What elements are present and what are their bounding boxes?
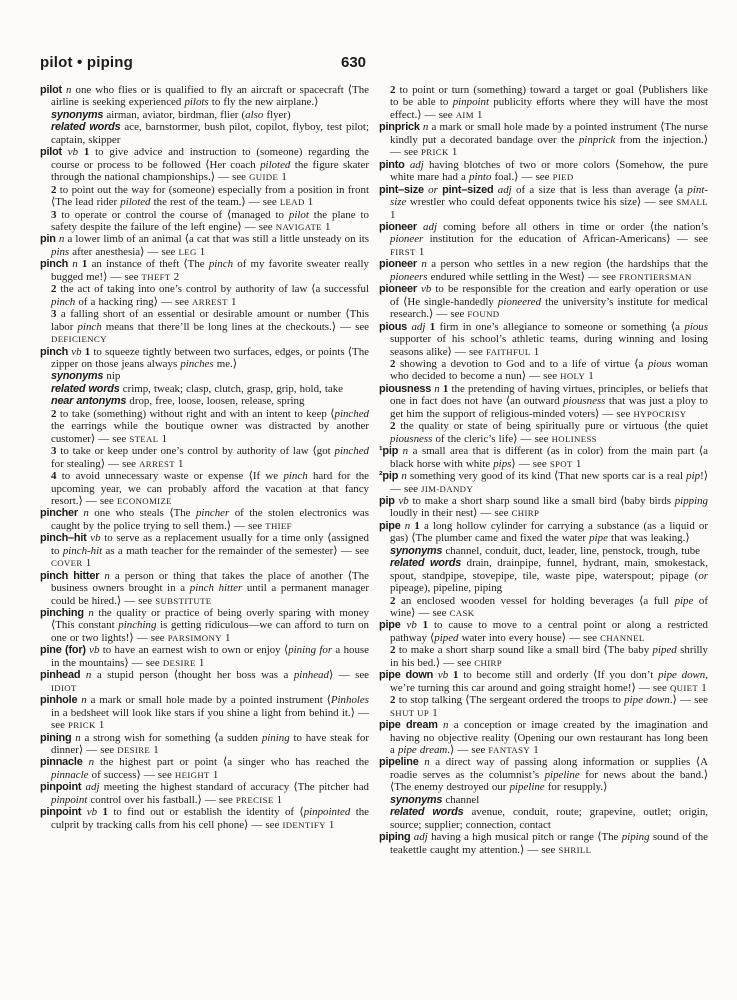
entry-paragraph: pipe vb 1 to cause to move to a central point or along a restricted pathway ⟨piped water into every house⟩ — see CHANNEL: [379, 619, 709, 644]
entry-paragraph: pinch–hit vb to serve as a replacement usually for a time only ⟨assigned to pinch-hit as a math teacher for the remainder of the semester⟩ — see COVER 1: [40, 532, 369, 570]
sense-paragraph: related words avenue, conduit, route; grapevine, outlet; origin, source; supplier; connection, contact: [390, 806, 708, 831]
sense-paragraph: 2 to take (something) without right and with an intent to keep ⟨pinched the earrings while the boutique owner was distracted by another customer⟩ — see STEAL 1: [51, 407, 369, 445]
sense-paragraph: near antonyms drop, free, loose, loosen, release, spring: [51, 395, 305, 408]
entry-paragraph: pinhead n a stupid person ⟨thought her boss was a pinhead⟩ — see IDIOT: [40, 669, 369, 693]
page-number: 630: [340, 54, 367, 71]
sense-paragraph: 2 the act of taking into one’s control by authority of law ⟨a successful pinch of a hacking ring⟩ — see ARREST 1: [51, 283, 369, 308]
sense-paragraph: 3 to operate or control the course of ⟨managed to pilot the plane to safety despite the failure of the left engine⟩ — see NAVIGATE 1: [51, 208, 369, 233]
entry-paragraph: pip vb to make a short sharp sound like a small bird ⟨baby birds pipping loudly in their nest⟩ — see CHIRP: [379, 494, 708, 520]
entry-paragraph: ²pip n something very good of its kind ⟨That new sports car is a real pip!⟩ — see JIM-DANDY: [379, 470, 708, 495]
entry-paragraph: pint–size or pint–sized adj of a size that is less than average ⟨a pint-size wrestler who could defeat opponents twice his size⟩ — see SMALL 1: [379, 183, 708, 221]
entry-paragraph: pinpoint vb 1 to find out or establish the identity of ⟨pinpointed the culprit by tracking calls from his cell phone⟩ — see IDENTIFY 1: [40, 806, 370, 831]
entry-paragraph: pioneer n a person who settles in a new region ⟨the hardships that the pioneers endured while settling in the West⟩ — see FRONTIERSMAN: [379, 258, 708, 283]
entry-paragraph: pilot n one who flies or is qualified to fly an aircraft or spacecraft ⟨The airline is seeking experienced pilots to fly the new airplane.⟩: [40, 84, 369, 109]
sense-paragraph: 2 to make a short sharp sound like a small bird ⟨The baby piped shrilly in his bed.⟩ — see CHIRP: [390, 644, 708, 669]
entry-paragraph: pinnacle n the highest part or point ⟨a singer who has reached the pinnacle of success⟩ — see HEIGHT 1: [40, 756, 369, 781]
sense-paragraph: 3 a falling short of an essential or desirable amount or number ⟨This labor pinch means that there’ll be long lines at the checkouts.⟩ — see DEFICIENCY: [51, 308, 370, 345]
text-columns: [40, 84, 708, 964]
page-header: [40, 54, 707, 74]
sense-paragraph: synonyms airman, aviator, birdman, flier (also flyer): [51, 108, 291, 121]
sense-paragraph: synonyms nip: [51, 370, 121, 383]
sense-paragraph: related words ace, barnstormer, bush pilot, copilot, flyboy, test pilot; captain, skipper: [51, 121, 369, 146]
entry-paragraph: pipe dream n a conception or image created by the imagination and having no objective reality ⟨Opening our own restaurant has long been a pipe dream.⟩ — see FANTASY 1: [379, 719, 708, 757]
entry-paragraph: pipeline n a direct way of passing along information or supplies ⟨A roadie serves as the columnist’s pipeline for news about the band.⟩ ⟨The enemy destroyed our pipeline for resupply.⟩: [379, 756, 708, 794]
entry-paragraph: pipe down vb 1 to become still and orderly ⟨If you don’t pipe down, we’re turning this car around and going straight home!⟩ — see QUIET 1: [379, 669, 708, 694]
sense-paragraph: 2 the quality or state of being spiritually pure or virtuous ⟨the quiet piousness of the cleric’s life⟩ — see HOLINESS: [390, 420, 708, 445]
sense-paragraph: 2 to point out the way for (someone) especially from a position in front ⟨The lead rider piloted the rest of the team.⟩ — see LEAD 1: [51, 183, 369, 209]
left-column: [40, 84, 369, 964]
entry-paragraph: pious adj 1 firm in one’s allegiance to someone or something ⟨a pious supporter of his school’s athletic teams, during winning and losing seasons alike⟩ — see FAITHFUL 1: [379, 320, 708, 358]
entry-paragraph: pinhole n a mark or small hole made by a pointed instrument ⟨Pinholes in a bedsheet will look like stars if you shine a light from behind it.⟩ — see PRICK 1: [40, 694, 369, 732]
sense-paragraph: 2 to stop talking ⟨The sergeant ordered the troops to pipe down.⟩ — see SHUT UP 1: [390, 694, 708, 719]
entry-paragraph: pin n a lower limb of an animal ⟨a cat that was still a little unsteady on its pins after anesthesia⟩ — see LEG 1: [40, 233, 369, 258]
entry-paragraph: pinch hitter n a person or thing that takes the place of another ⟨The business owners brought in a pinch hitter until a permanent manager could be hired.⟩ — see SUBSTITUTE: [40, 569, 369, 607]
sense-paragraph: 4 to avoid unnecessary waste or expense ⟨If we pinch hard for the upcoming year, we can probably afford the vacation at that fancy resort.⟩ — see ECONOMIZE: [51, 470, 369, 507]
sense-paragraph: 3 to take or keep under one’s control by authority of law ⟨got pinched for stealing⟩ — see ARREST 1: [51, 445, 369, 470]
entry-paragraph: pine (for) vb to have an earnest wish to own or enjoy ⟨pining for a house in the mountains⟩ — see DESIRE 1: [40, 644, 369, 669]
entry-paragraph: pinpoint adj meeting the highest standard of accuracy ⟨The pitcher had pinpoint control over his fastball.⟩ — see PRECISE 1: [40, 781, 369, 806]
sense-paragraph: 2 showing a devotion to God and to a life of virtue ⟨a pious woman who decided to become a nun⟩ — see HOLY 1: [390, 357, 709, 383]
guide-words: pilot • piping: [40, 54, 134, 71]
entry-paragraph: ¹pip n a small area that is different (as in color) from the main part ⟨a black horse with white pips⟩ — see SPOT 1: [379, 445, 708, 470]
entry-paragraph: pincher n one who steals ⟨The pincher of the stolen electronics was caught by the police trying to sell them.⟩ — see THIEF: [40, 507, 369, 532]
entry-paragraph: pipe n 1 a long hollow cylinder for carrying a substance (as a liquid or gas) ⟨The plumber came and fixed the water pipe that was leaking.⟩: [379, 519, 708, 545]
right-column: [379, 84, 708, 964]
sense-paragraph: synonyms channel: [390, 793, 480, 806]
entry-paragraph: piping adj having a high musical pitch or range ⟨The piping sound of the teakettle caught my attention.⟩ — see SHRILL: [379, 831, 708, 856]
entry-paragraph: pinch vb 1 to squeeze tightly between two surfaces, edges, or points ⟨The zipper on those jeans always pinches me.⟩: [40, 345, 369, 370]
sense-paragraph: related words crimp, tweak; clasp, clutch, grasp, grip, hold, take: [51, 382, 343, 395]
sense-paragraph: related words drain, drainpipe, funnel, hydrant, main, smokestack, spout, standpipe, stovepipe, tile, waste pipe, waterspout; pipage (or pipeage), pipeline, piping: [390, 557, 708, 595]
entry-paragraph: pioneer vb to be responsible for the creation and early operation or use of ⟨He single-handedly pioneered the university’s institute for medical research.⟩ — see FOUND: [379, 283, 709, 321]
entry-paragraph: pioneer adj coming before all others in time or order ⟨the nation’s pioneer institution for the education of African-Americans⟩ — see FIRST 1: [379, 220, 709, 258]
entry-paragraph: pinch n 1 an instance of theft ⟨The pinch of my favorite sweater really bugged me!⟩ — see THEFT 2: [40, 258, 369, 283]
entry-paragraph: pilot vb 1 to give advice and instruction to (someone) regarding the course or process to be followed ⟨Her coach piloted the figure skater through the national championships.⟩ — see GUIDE 1: [40, 146, 369, 184]
sense-paragraph: 2 to point or turn (something) toward a target or goal ⟨Publishers like to be able to pinpoint publicity efforts where they will have the most effect.⟩ — see AIM 1: [390, 84, 708, 121]
sense-paragraph: 2 an enclosed wooden vessel for holding beverages ⟨a full pipe of wine⟩ — see CASK: [390, 594, 708, 620]
entry-paragraph: pining n a strong wish for something ⟨a sudden pining to have steak for dinner⟩ — see DESIRE 1: [40, 731, 369, 757]
entry-paragraph: piousness n 1 the pretending of having virtues, principles, or beliefs that one in fact does not have ⟨an outward piousness that was just a ploy to get him the support of religious-minded voters⟩ — see HYPOCRISY: [379, 382, 709, 420]
sense-paragraph: synonyms channel, conduit, duct, leader, line, penstock, trough, tube: [390, 544, 700, 557]
entry-paragraph: pinprick n a mark or small hole made by a pointed instrument ⟨The nurse kindly put a decorated bandage over the pinprick from the injection.⟩ — see PRICK 1: [379, 121, 708, 159]
entry-paragraph: pinto adj having blotches of two or more colors ⟨Somehow, the pure white mare had a pinto foal.⟩ — see PIED: [379, 158, 708, 184]
entry-paragraph: pinching n the quality or practice of being overly sparing with money ⟨This constant pinching is getting ridiculous—we can afford to turn on one or two lights!⟩ — see PARSIMONY 1: [40, 607, 369, 644]
